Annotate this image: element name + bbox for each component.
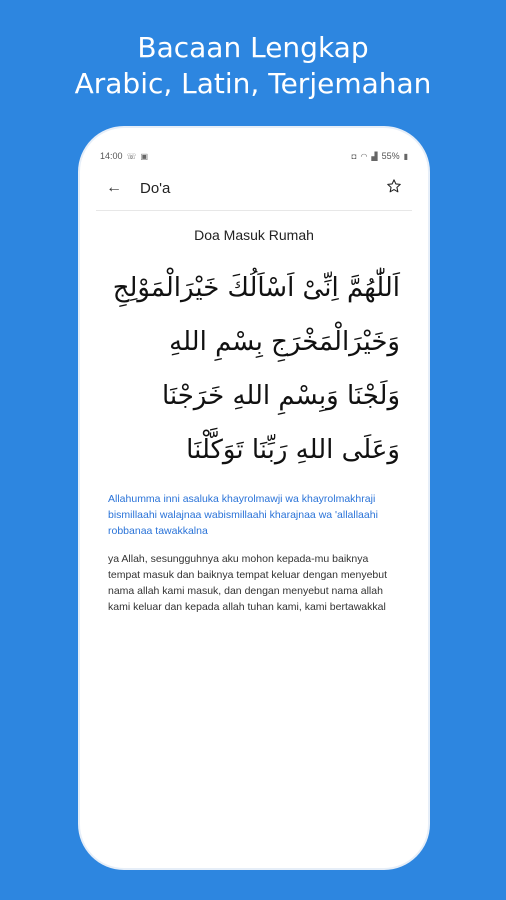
battery-icon: ▮	[403, 151, 408, 161]
doa-content	[96, 211, 412, 629]
battery-percent: 55%	[381, 151, 400, 161]
star-outline-icon	[386, 178, 402, 194]
doa-title: Doa Masuk Rumah	[194, 227, 314, 243]
doa-arabic-text: اَللّٰهُمَّ اِنِّىْ اَسْاَلُكَ خَيْرَالْمَوْلِجِ وَخَيْرَالْمَخْرَجِ بِسْمِ اللهِ وَلَجْنَا وَبِسْمِ اللهِ خَرَجْنَا وَعَلَى اللهِ رَبِّنَا تَوَكَّلْنَا	[112, 273, 400, 465]
gallery-icon: ▣	[140, 151, 149, 161]
signal-icon: ▟	[371, 151, 378, 161]
favorite-button[interactable]	[376, 178, 412, 199]
app-bar	[96, 166, 412, 211]
promo-line-2: Arabic, Latin, Terjemahan	[74, 67, 432, 100]
phone-frame	[80, 128, 428, 868]
promo-header	[0, 30, 506, 102]
back-button[interactable]	[96, 179, 132, 197]
page-title: Do'a	[140, 179, 171, 197]
wifi-icon: ◠	[360, 151, 368, 161]
phone-screen	[96, 146, 412, 846]
wifi-calling-icon: ☏	[126, 151, 137, 161]
status-time: 14:00	[100, 151, 123, 161]
doa-translation-text: ya Allah, sesungguhnya aku mohon kepada-mu baiknya tempat masuk dan baiknya tempat keluar dengan menyebut nama allah kami masuk, dan dengan menyebut nama allah kami keluar dan kepada allah tuhan kami, kami bertawakkal	[108, 553, 388, 613]
status-bar	[96, 146, 412, 166]
doa-latin-text: Allahumma inni asaluka khayrolmawji wa khayrolmakhraji bismillaahi walajnaa wabismillaahi kharajnaa wa 'allallaahi robbanaa tawakkalna	[108, 493, 378, 537]
promo-line-1: Bacaan Lengkap	[137, 31, 369, 64]
arrow-left-icon: ←	[106, 179, 122, 196]
nfc-icon: ◘	[351, 151, 357, 161]
